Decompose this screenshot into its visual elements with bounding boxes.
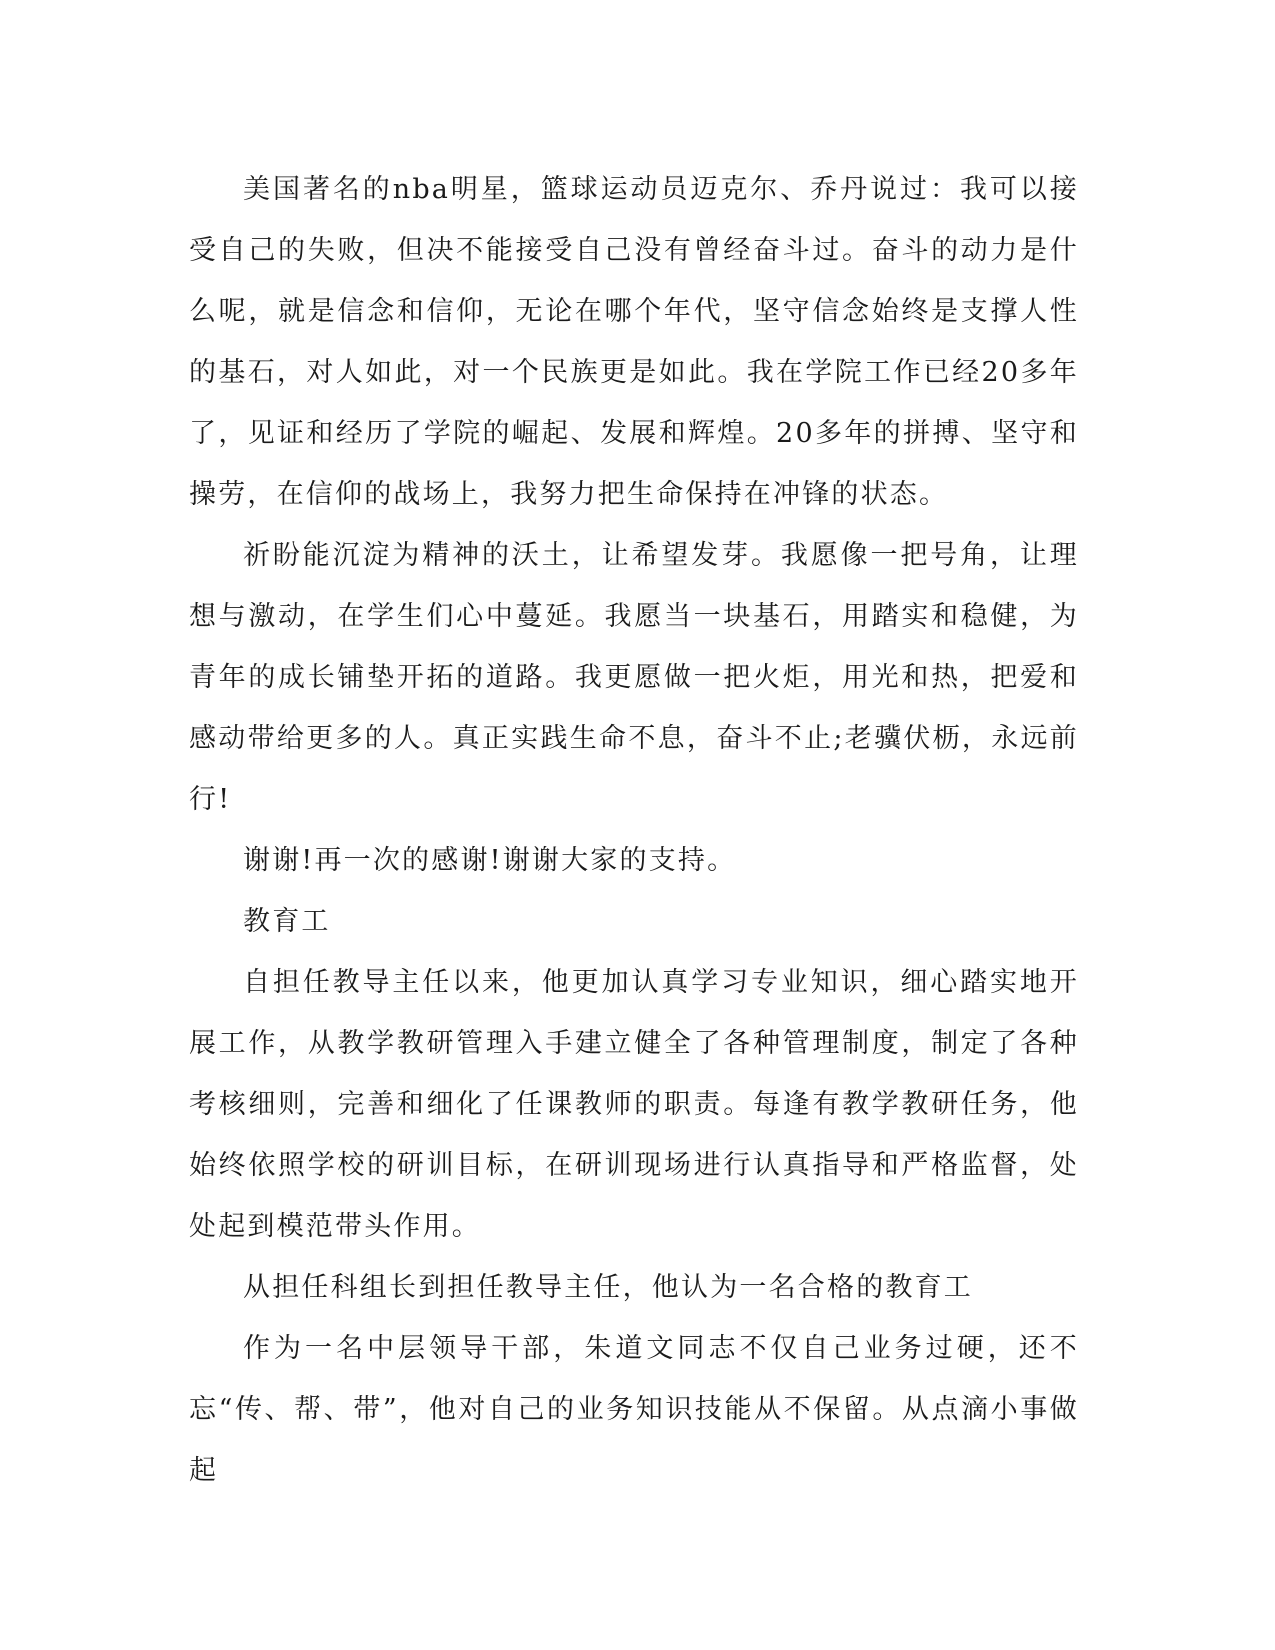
paragraph-hope: 祈盼能沉淀为精神的沃土，让希望发芽。我愿像一把号角，让理想与激动，在学生们心中蔓延。我愿当一块基石，用踏实和稳健，为青年的成长铺垫开拓的道路。我更愿做一把火炬，用光和热，把爱和感动带给更多的人。真正实践生命不息，奋斗不止;老骥伏枥，永远前行! <box>189 540 1079 815</box>
document-body <box>189 159 1079 1501</box>
paragraph-mid-level-leader: 作为一名中层领导干部，朱道文同志不仅自己业务过硬，还不忘“传、帮、带”，他对自己的业务知识技能从不保留。从点滴小事做起 <box>189 1333 1079 1486</box>
paragraph-thanks: 谢谢!再一次的感谢!谢谢大家的支持。 <box>243 845 737 876</box>
paragraph-jordan-quote: 美国著名的nba明星，篮球运动员迈克尔、乔丹说过：我可以接受自己的失败，但决不能接受自己没有曾经奋斗过。奋斗的动力是什么呢，就是信念和信仰，无论在哪个年代，坚守信念始终是支撑人性的基石，对人如此，对一个民族更是如此。我在学院工作已经20多年了，见证和经历了学院的崛起、发展和辉煌。20多年的拼搏、坚守和操劳，在信仰的战场上，我努力把生命保持在冲锋的状态。 <box>189 174 1079 510</box>
paragraph-education-heading: 教育工 <box>243 906 331 937</box>
paragraph-qualified-educator: 从担任科组长到担任教导主任，他认为一名合格的教育工 <box>243 1272 973 1303</box>
paragraph-director-work: 自担任教导主任以来，他更加认真学习专业知识，细心踏实地开展工作，从教学教研管理入手建立健全了各种管理制度，制定了各种考核细则，完善和细化了任课教师的职责。每逢有教学教研任务，他始终依照学校的研训目标，在研训现场进行认真指导和严格监督，处处起到模范带头作用。 <box>189 967 1079 1242</box>
